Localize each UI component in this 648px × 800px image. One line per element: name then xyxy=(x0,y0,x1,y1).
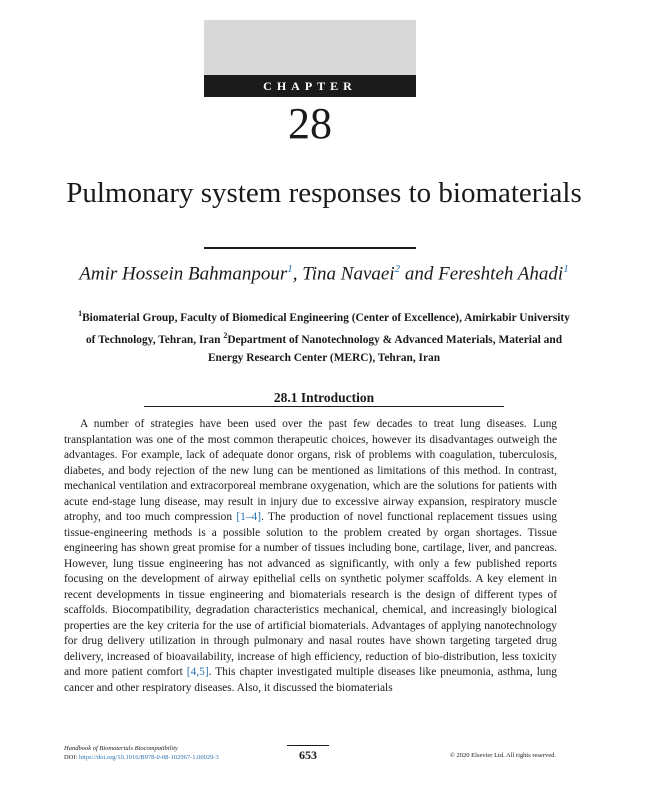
section-number: 28.1 xyxy=(273,390,298,405)
chapter-title: Pulmonary system responses to biomaterials xyxy=(66,177,582,209)
body-text: . This chapter investigated multiple diseases like pneumonia, asthma, lung cancer and other respiratory diseases. Also, it discussed the biomaterials xyxy=(64,666,557,694)
section-divider xyxy=(144,406,504,407)
author-separator: and xyxy=(400,263,439,285)
title-divider xyxy=(204,247,416,249)
citation-link[interactable]: [4,5] xyxy=(186,666,209,678)
page-number-rule xyxy=(287,745,329,746)
section-heading xyxy=(144,390,504,406)
footer-citation xyxy=(64,744,219,762)
author-name: Amir Hossein Bahmanpour xyxy=(79,263,288,285)
body-text: A number of strategies have been used over the past few decades to treat lung diseases. Lung transplantation was one of the most common therapeutic choices, however its disadvantages outweigh the advantages. For example, lack of adequate donor organs, risk of problems with coagulation, tuberculosis, diabetes, and body rejection of the new lung can be mentioned as limitations of this method. In contrast, mechanical ventilation and extracorporeal membrane oxygenation, which are the solutions for patients with acute end-stage lung disease, may result in injury due to excessive airway expansion, respiratory muscle atrophy, and too much compression xyxy=(64,418,557,523)
doi-label: DOI: xyxy=(64,754,79,761)
author-affiliation-ref[interactable]: 1 xyxy=(287,263,293,275)
book-title: Handbook of Biomaterials Biocompatibility xyxy=(64,745,178,752)
chapter-banner xyxy=(204,20,416,75)
affiliation-marker: 1 xyxy=(78,309,83,318)
affiliation-text: Biomaterial Group, Faculty of Biomedical Engineering (Center of Excellence), Amirkabir University of Technology, Tehran, Iran xyxy=(82,311,570,347)
citation-link[interactable]: [1–4] xyxy=(236,511,262,523)
affiliation-marker: 2 xyxy=(223,331,228,341)
chapter-number: 28 xyxy=(288,99,332,148)
body-text: . The production of novel functional replacement tissues using tissue-engineering methods is a possible solution to the problem created by organ shortages. Tissue engineering has shown great promise for a number of tissues including bone, cartilage, liver, and pancreas. However, lung tissue engineering has not advanced as significantly, with only a few published reports focusing on the development of airway epithelial cells on synthetic polymer scaffolds. A key element in recent developments in tissue engineering and biomaterials research is the design of different types of scaffolds. Biocompatibility, degradation characteristics mechanical, chemical, and increasingly biological properties are the key criteria for the use of artificial biomaterials. Advantages of applying nanotechnology for drug delivery utilization in through pulmonary and nasal routes have shown targeting targeted drug delivery, increased of bioavailability, increase of high efficiency, reduction of bio-distribution, less toxicity and more patient comfort xyxy=(64,511,557,678)
author-name: Fereshteh Ahadi xyxy=(438,263,564,285)
affiliations xyxy=(74,305,574,367)
body-paragraph xyxy=(64,417,557,696)
author-affiliation-ref[interactable]: 1 xyxy=(563,263,569,275)
doi-link[interactable]: https://doi.org/10.1016/B978-0-08-102967-1.00029-3 xyxy=(78,754,219,761)
chapter-label: CHAPTER xyxy=(204,75,416,97)
author-affiliation-ref[interactable]: 2 xyxy=(394,263,401,275)
author-list xyxy=(70,258,578,285)
copyright: © 2020 Elsevier Ltd. All rights reserved. xyxy=(449,752,556,759)
page-number: 653 xyxy=(299,748,317,762)
section-title: Introduction xyxy=(300,390,375,405)
author-separator: , xyxy=(292,263,303,285)
author-name: Tina Navaei xyxy=(302,263,395,285)
affiliation-text: Department of Nanotechnology & Advanced Materials, Material and Energy Research Center (MERC), Tehran, Iran xyxy=(207,334,563,364)
